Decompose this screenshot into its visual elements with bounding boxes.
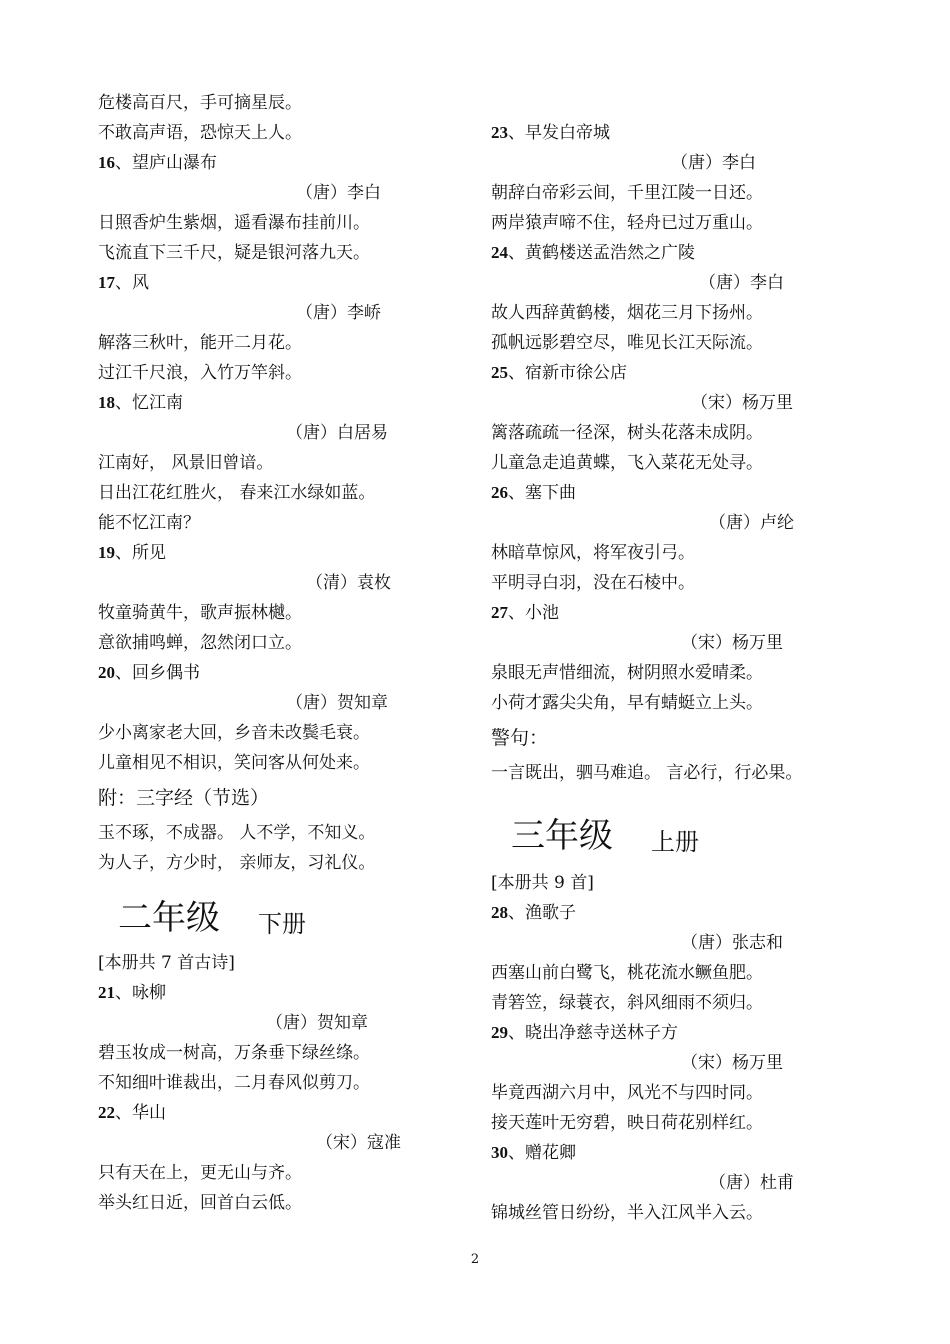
poem-line: 西塞山前白鹭飞，桃花流水鳜鱼肥。 (491, 963, 763, 983)
poem-line: 儿童相见不相识，笑问客从何处来。 (98, 753, 370, 773)
poem-author: （宋）杨万里 (691, 393, 793, 413)
poem-author: （唐）白居易 (286, 423, 388, 443)
poem-author: （唐）贺知章 (266, 1013, 368, 1033)
poem-author: （唐）李峤 (296, 303, 381, 323)
poem-author: （唐）李白 (296, 183, 381, 203)
poem-author: （宋）杨万里 (681, 1053, 783, 1073)
poem-line: 江南好， 风景旧曾谙。 (98, 453, 274, 473)
poem-line: 碧玉妆成一树高，万条垂下绿丝绦。 (98, 1043, 370, 1063)
grade-title: 二年级 (118, 898, 220, 938)
poem-title: 16、望庐山瀑布 (98, 153, 217, 173)
poem-title: 22、华山 (98, 1103, 166, 1123)
poem-title: 24、黄鹤楼送孟浩然之广陵 (491, 243, 695, 263)
poem-title: 23、早发白帝城 (491, 123, 610, 143)
poem-title: 18、忆江南 (98, 393, 183, 413)
poem-author: （唐）贺知章 (286, 693, 388, 713)
poem-author: （唐）张志和 (681, 933, 783, 953)
poem-author: （宋）杨万里 (681, 633, 783, 653)
poem-title: 19、所见 (98, 543, 166, 563)
poem-author: （唐）李白 (699, 273, 784, 293)
poem-line: 林暗草惊风，将军夜引弓。 (491, 543, 695, 563)
poem-line: 接天莲叶无穷碧，映日荷花别样红。 (491, 1113, 763, 1133)
page-number: 2 (470, 1252, 480, 1267)
poem-line: 故人西辞黄鹤楼，烟花三月下扬州。 (491, 303, 763, 323)
count-note: [本册共 9 首] (491, 873, 594, 893)
poem-author: （唐）杜甫 (709, 1173, 794, 1193)
poem-line: 不敢高声语，恐惊天上人。 (98, 123, 302, 143)
poem-title: 26、塞下曲 (491, 483, 576, 503)
volume-title: 上册 (651, 828, 699, 856)
volume-title: 下册 (258, 910, 306, 938)
poem-line: 能不忆江南？ (98, 513, 200, 533)
poem-author: （唐）李白 (671, 153, 756, 173)
left-column (98, 88, 448, 1218)
poem-title: 17、风 (98, 273, 149, 293)
poem-line: 少小离家老大回，乡音未改鬓毛衰。 (98, 723, 370, 743)
poem-line: 过江千尺浪，入竹万竿斜。 (98, 363, 302, 383)
poem-line: 日出江花红胜火， 春来江水绿如蓝。 (98, 483, 376, 503)
poem-line: 篱落疏疏一径深，树头花落未成阴。 (491, 423, 763, 443)
poem-line: 泉眼无声惜细流，树阴照水爱晴柔。 (491, 663, 763, 683)
poem-line: 危楼高百尺，手可摘星辰。 (98, 93, 302, 113)
poem-line: 毕竟西湖六月中，风光不与四时同。 (491, 1083, 763, 1103)
poem-line: 朝辞白帝彩云间，千里江陵一日还。 (491, 183, 763, 203)
right-column (491, 118, 891, 1228)
poem-line: 举头红日近，回首白云低。 (98, 1193, 302, 1213)
maxim-line: 一言既出，驷马难追。 言必行，行必果。 (491, 763, 803, 783)
poem-line: 两岸猿声啼不住，轻舟已过万重山。 (491, 213, 763, 233)
poem-line: 平明寻白羽，没在石棱中。 (491, 573, 695, 593)
poem-title: 21、咏柳 (98, 983, 166, 1003)
maxim-title: 警句： (491, 727, 549, 749)
poem-line: 解落三秋叶，能开二月花。 (98, 333, 302, 353)
poem-line: 只有天在上，更无山与齐。 (98, 1163, 302, 1183)
appendix-title: 附：三字经（节选） (98, 787, 270, 809)
grade-title: 三年级 (511, 816, 613, 856)
poem-line: 牧童骑黄牛，歌声振林樾。 (98, 603, 302, 623)
poem-line: 玉不琢，不成器。 人不学，不知义。 (98, 823, 376, 843)
poem-author: （清）袁枚 (306, 573, 391, 593)
poem-line: 不知细叶谁裁出，二月春风似剪刀。 (98, 1073, 370, 1093)
poem-line: 意欲捕鸣蝉，忽然闭口立。 (98, 633, 302, 653)
poem-line: 锦城丝管日纷纷，半入江风半入云。 (491, 1203, 763, 1223)
poem-line: 小荷才露尖尖角，早有蜻蜓立上头。 (491, 693, 763, 713)
poem-title: 20、回乡偶书 (98, 663, 200, 683)
count-note: [本册共 7 首古诗] (98, 953, 235, 973)
poem-title: 28、渔歌子 (491, 903, 576, 923)
poem-title: 25、宿新市徐公店 (491, 363, 627, 383)
poem-title: 30、赠花卿 (491, 1143, 576, 1163)
grade-heading (98, 888, 448, 944)
poem-author: （宋）寇准 (316, 1133, 401, 1153)
poem-line: 为人子，方少时， 亲师友，习礼仪。 (98, 853, 376, 873)
poem-line: 孤帆远影碧空尽，唯见长江天际流。 (491, 333, 763, 353)
poem-line: 青箬笠，绿蓑衣，斜风细雨不须归。 (491, 993, 763, 1013)
poem-title: 27、小池 (491, 603, 559, 623)
poem-author: （唐）卢纶 (709, 513, 794, 533)
poem-line: 儿童急走追黄蝶，飞入菜花无处寻。 (491, 453, 763, 473)
poem-line: 飞流直下三千尺，疑是银河落九天。 (98, 243, 370, 263)
poem-line: 日照香炉生紫烟，遥看瀑布挂前川。 (98, 213, 370, 233)
grade-heading (491, 808, 891, 864)
poem-title: 29、晓出净慈寺送林子方 (491, 1023, 678, 1043)
